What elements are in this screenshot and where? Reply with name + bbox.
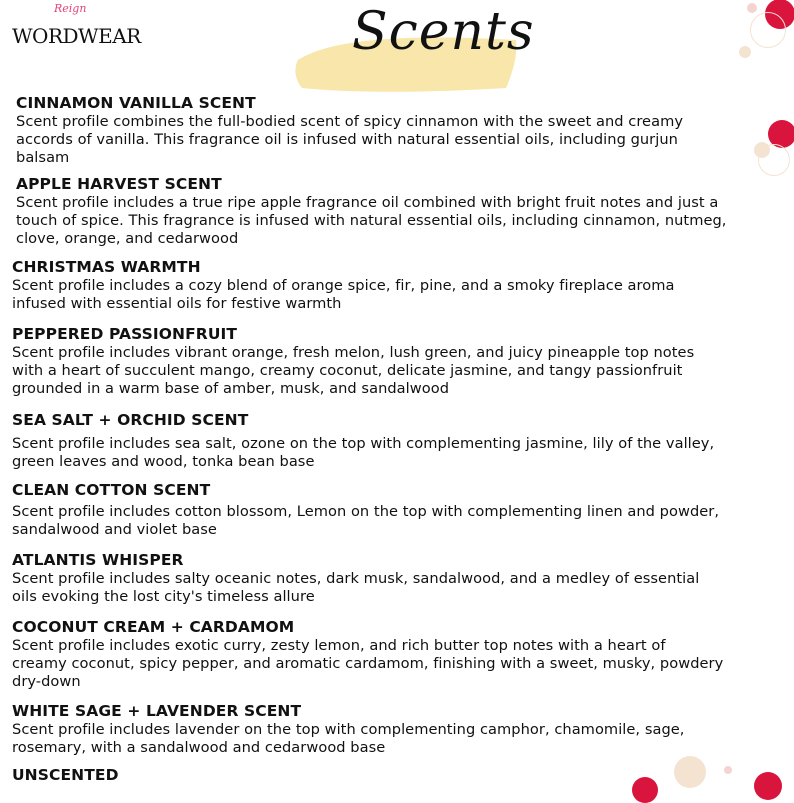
scent-description <box>12 277 792 313</box>
scent-name: COCONUT CREAM + CARDAMOM <box>12 618 295 636</box>
scent-name: CLEAN COTTON SCENT <box>12 481 211 499</box>
scent-description-line: accords of vanilla. This fragrance oil is infused with natural essential oils, including gurjun <box>16 131 678 148</box>
scent-name: SEA SALT + ORCHID SCENT <box>12 411 249 429</box>
scent-description <box>16 194 794 248</box>
scent-name: WHITE SAGE + LAVENDER SCENT <box>12 702 302 720</box>
scent-description <box>12 637 792 691</box>
scent-description-line: touch of spice. This fragrance is infused with natural essential oils, including cinnamon, nutmeg, <box>16 212 727 229</box>
scent-description-line: balsam <box>16 149 70 166</box>
scent-entry <box>12 411 792 471</box>
scent-description-line: green leaves and wood, tonka bean base <box>12 453 315 470</box>
scent-description-line: Scent profile includes salty oceanic notes, dark musk, sandalwood, and a medley of essential <box>12 570 700 587</box>
decorative-dot <box>747 3 757 13</box>
scent-entry <box>12 766 792 785</box>
scent-name: UNSCENTED <box>12 766 119 784</box>
decorative-ring <box>750 12 786 48</box>
scent-description <box>12 435 792 471</box>
page-title: Scents <box>352 2 535 62</box>
scent-entry <box>16 94 794 167</box>
scent-entry <box>12 258 792 313</box>
scent-name: CHRISTMAS WARMTH <box>12 258 201 276</box>
scent-entry <box>12 481 792 539</box>
scent-name: ATLANTIS WHISPER <box>12 551 184 569</box>
scent-description <box>12 721 792 757</box>
scent-description <box>12 344 792 398</box>
scent-description <box>12 570 792 606</box>
scent-description-line: Scent profile includes a cozy blend of orange spice, fir, pine, and a smoky fireplace aroma <box>12 277 675 294</box>
logo-script-text: Reign <box>54 2 87 15</box>
scent-description-line: oils evoking the lost city's timeless allure <box>12 588 315 605</box>
scent-entry <box>12 702 792 757</box>
scent-description-line: with a heart of succulent mango, creamy coconut, delicate jasmine, and tangy passionfruit <box>12 362 683 379</box>
scent-description-line: infused with essential oils for festive warmth <box>12 295 342 312</box>
scent-description-line: Scent profile combines the full-bodied scent of spicy cinnamon with the sweet and creamy <box>16 113 684 130</box>
scent-name: APPLE HARVEST SCENT <box>16 175 222 193</box>
scent-description-line: sandalwood and violet base <box>12 521 217 538</box>
scent-description <box>12 503 792 539</box>
scent-entry <box>12 325 792 398</box>
scent-name: PEPPERED PASSIONFRUIT <box>12 325 238 343</box>
scent-description-line: grounded in a warm base of amber, musk, and sandalwood <box>12 380 450 397</box>
scent-description-line: rosemary, with a sandalwood and cedarwood base <box>12 739 386 756</box>
logo-wordmark: WORDWEAR <box>12 24 141 48</box>
scent-description-line: clove, orange, and cedarwood <box>16 230 239 247</box>
scent-description-line: Scent profile includes cotton blossom, Lemon on the top with complementing linen and powder, <box>12 503 720 520</box>
scent-entry <box>12 618 792 691</box>
decorative-dot <box>739 46 751 58</box>
scent-description-line: Scent profile includes sea salt, ozone on the top with complementing jasmine, lily of the valley, <box>12 435 715 452</box>
scent-name: CINNAMON VANILLA SCENT <box>16 94 256 112</box>
scent-description-line: dry-down <box>12 673 81 690</box>
scent-entry <box>16 175 794 248</box>
scent-description-line: Scent profile includes vibrant orange, fresh melon, lush green, and juicy pineapple top notes <box>12 344 695 361</box>
scent-description-line: Scent profile includes exotic curry, zesty lemon, and rich butter top notes with a heart of <box>12 637 666 654</box>
scent-description-line: Scent profile includes a true ripe apple fragrance oil combined with bright fruit notes and just a <box>16 194 719 211</box>
scent-description-line: creamy coconut, spicy pepper, and aromatic cardamom, finishing with a sweet, musky, powdery <box>12 655 724 672</box>
scent-description-line: Scent profile includes lavender on the top with complementing camphor, chamomile, sage, <box>12 721 685 738</box>
scent-entry <box>12 551 792 606</box>
scent-description <box>16 113 794 167</box>
